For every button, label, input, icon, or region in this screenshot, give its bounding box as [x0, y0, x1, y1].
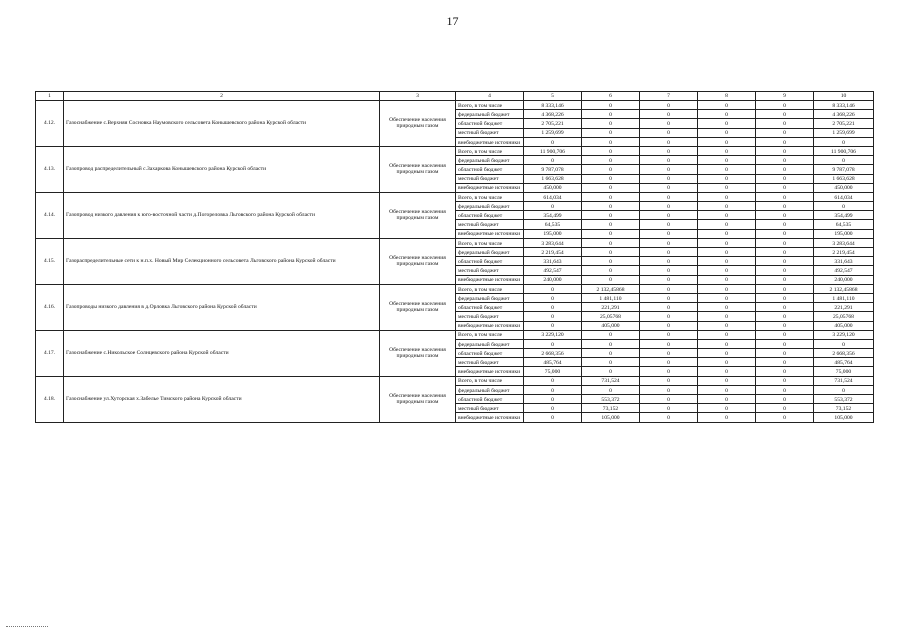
column-number-row [36, 92, 874, 101]
amount-cell: 0 [698, 110, 756, 119]
amount-cell: 0 [698, 385, 756, 394]
column-number: 10 [814, 92, 874, 101]
amount-cell: 0 [640, 101, 698, 110]
amount-cell: 0 [582, 266, 640, 275]
amount-cell: 0 [640, 413, 698, 422]
amount-cell: 240,000 [814, 275, 874, 284]
amount-cell: 0 [756, 303, 814, 312]
amount-cell: 0 [640, 404, 698, 413]
amount-cell: 0 [524, 303, 582, 312]
amount-cell: 105,000 [582, 413, 640, 422]
amount-cell: 0 [640, 367, 698, 376]
funding-source-label: федеральный бюджет [456, 248, 524, 257]
table-row [36, 146, 874, 155]
amount-cell: 0 [640, 183, 698, 192]
column-number: 5 [524, 92, 582, 101]
amount-cell: 25,05768 [814, 312, 874, 321]
amount-cell: 0 [814, 202, 874, 211]
item-code: 4.12. [36, 101, 64, 147]
amount-cell: 0 [640, 321, 698, 330]
amount-cell: 0 [756, 385, 814, 394]
table-row [36, 284, 874, 293]
amount-cell: 75,000 [814, 367, 874, 376]
amount-cell: 0 [756, 229, 814, 238]
amount-cell: 2 705,221 [814, 119, 874, 128]
funding-source-label: внебюджетные источники [456, 229, 524, 238]
amount-cell: 0 [698, 349, 756, 358]
funding-source-label: федеральный бюджет [456, 202, 524, 211]
item-code: 4.16. [36, 284, 64, 330]
amount-cell: 0 [582, 358, 640, 367]
item-code: 4.18. [36, 376, 64, 422]
amount-cell: 0 [582, 165, 640, 174]
funding-source-label: федеральный бюджет [456, 385, 524, 394]
amount-cell: 0 [698, 284, 756, 293]
amount-cell: 450,000 [524, 183, 582, 192]
amount-cell: 1 663,628 [814, 174, 874, 183]
amount-cell: 0 [698, 257, 756, 266]
amount-cell: 1 481,110 [582, 293, 640, 302]
amount-cell: 0 [698, 339, 756, 348]
amount-cell: 485,764 [524, 358, 582, 367]
amount-cell: 0 [640, 192, 698, 201]
amount-cell: 0 [756, 330, 814, 339]
amount-cell: 0 [640, 229, 698, 238]
amount-cell: 0 [698, 293, 756, 302]
amount-cell: 9 787,078 [524, 165, 582, 174]
amount-cell: 73,152 [814, 404, 874, 413]
item-code: 4.17. [36, 330, 64, 376]
amount-cell: 553,372 [582, 395, 640, 404]
funding-source-label: Всего, в том числе [456, 330, 524, 339]
amount-cell: 0 [640, 128, 698, 137]
amount-cell: 0 [582, 349, 640, 358]
footer-divider [6, 626, 48, 627]
funding-source-label: Всего, в том числе [456, 284, 524, 293]
amount-cell: 0 [582, 119, 640, 128]
amount-cell: 0 [756, 220, 814, 229]
funding-source-label: внебюджетные источники [456, 137, 524, 146]
amount-cell: 1 481,110 [814, 293, 874, 302]
amount-cell: 0 [582, 101, 640, 110]
funding-source-label: внебюджетные источники [456, 413, 524, 422]
funding-source-label: местный бюджет [456, 358, 524, 367]
amount-cell: 0 [640, 220, 698, 229]
table-row [36, 192, 874, 201]
funding-source-label: местный бюджет [456, 266, 524, 275]
item-name: Газоснабжение ул.Хуторская х.Забелье Тимского района Курской области [64, 376, 380, 422]
amount-cell: 0 [698, 183, 756, 192]
column-number: 6 [582, 92, 640, 101]
amount-cell: 195,000 [524, 229, 582, 238]
amount-cell: 0 [756, 312, 814, 321]
amount-cell: 0 [582, 330, 640, 339]
amount-cell: 0 [698, 413, 756, 422]
amount-cell: 8 333,146 [814, 101, 874, 110]
amount-cell: 4 368,226 [524, 110, 582, 119]
amount-cell: 0 [756, 257, 814, 266]
amount-cell: 0 [698, 376, 756, 385]
item-purpose: Обеспечение населения природным газом [380, 101, 456, 147]
amount-cell: 0 [698, 192, 756, 201]
amount-cell: 9 787,078 [814, 165, 874, 174]
amount-cell: 0 [756, 367, 814, 376]
amount-cell: 0 [524, 202, 582, 211]
funding-source-label: внебюджетные источники [456, 275, 524, 284]
item-purpose: Обеспечение населения природным газом [380, 238, 456, 284]
amount-cell: 0 [582, 156, 640, 165]
funding-source-label: внебюджетные источники [456, 321, 524, 330]
amount-cell: 0 [640, 266, 698, 275]
amount-cell: 0 [756, 165, 814, 174]
amount-cell: 0 [582, 137, 640, 146]
funding-source-label: федеральный бюджет [456, 156, 524, 165]
amount-cell: 2 132,45868 [814, 284, 874, 293]
amount-cell: 8 333,146 [524, 101, 582, 110]
amount-cell: 0 [640, 339, 698, 348]
amount-cell: 0 [640, 293, 698, 302]
amount-cell: 331,643 [814, 257, 874, 266]
amount-cell: 0 [814, 385, 874, 394]
funding-source-label: внебюджетные источники [456, 183, 524, 192]
amount-cell: 0 [698, 404, 756, 413]
amount-cell: 0 [698, 275, 756, 284]
amount-cell: 0 [640, 137, 698, 146]
amount-cell: 485,764 [814, 358, 874, 367]
amount-cell: 0 [756, 146, 814, 155]
amount-cell: 0 [640, 275, 698, 284]
amount-cell: 3 283,644 [524, 238, 582, 247]
funding-source-label: Всего, в том числе [456, 146, 524, 155]
amount-cell: 492,547 [524, 266, 582, 275]
amount-cell: 0 [756, 413, 814, 422]
amount-cell: 0 [756, 238, 814, 247]
amount-cell: 64,535 [524, 220, 582, 229]
amount-cell: 0 [698, 202, 756, 211]
amount-cell: 0 [640, 330, 698, 339]
amount-cell: 0 [756, 202, 814, 211]
item-code: 4.15. [36, 238, 64, 284]
amount-cell: 0 [698, 220, 756, 229]
funding-source-label: областной бюджет [456, 257, 524, 266]
funding-source-label: местный бюджет [456, 220, 524, 229]
amount-cell: 0 [756, 119, 814, 128]
table-row [36, 376, 874, 385]
amount-cell: 0 [756, 404, 814, 413]
funding-source-label: областной бюджет [456, 211, 524, 220]
column-number: 9 [756, 92, 814, 101]
amount-cell: 0 [640, 395, 698, 404]
item-name: Газоснабжение с.Никольское Солнцевского района Курской области [64, 330, 380, 376]
amount-cell: 2 668,356 [814, 349, 874, 358]
amount-cell: 0 [582, 146, 640, 155]
amount-cell: 0 [698, 395, 756, 404]
amount-cell: 0 [640, 211, 698, 220]
funding-source-label: местный бюджет [456, 404, 524, 413]
amount-cell: 0 [582, 192, 640, 201]
item-name: Газопроводы низкого давления в д.Орловка Льговского района Курской области [64, 284, 380, 330]
amount-cell: 0 [756, 248, 814, 257]
amount-cell: 0 [756, 293, 814, 302]
amount-cell: 0 [524, 312, 582, 321]
amount-cell: 0 [756, 349, 814, 358]
amount-cell: 64,535 [814, 220, 874, 229]
amount-cell: 0 [698, 266, 756, 275]
amount-cell: 0 [698, 312, 756, 321]
amount-cell: 221,291 [582, 303, 640, 312]
amount-cell: 0 [524, 385, 582, 394]
amount-cell: 0 [698, 238, 756, 247]
amount-cell: 0 [756, 137, 814, 146]
amount-cell: 731,524 [814, 376, 874, 385]
amount-cell: 0 [814, 339, 874, 348]
amount-cell: 614,034 [814, 192, 874, 201]
amount-cell: 553,372 [814, 395, 874, 404]
amount-cell: 25,05768 [582, 312, 640, 321]
amount-cell: 0 [582, 229, 640, 238]
amount-cell: 0 [756, 192, 814, 201]
amount-cell: 0 [756, 266, 814, 275]
funding-source-label: областной бюджет [456, 119, 524, 128]
amount-cell: 0 [582, 202, 640, 211]
amount-cell: 0 [640, 385, 698, 394]
amount-cell: 405,000 [582, 321, 640, 330]
funding-source-label: Всего, в том числе [456, 101, 524, 110]
amount-cell: 0 [640, 358, 698, 367]
amount-cell: 3 229,120 [524, 330, 582, 339]
amount-cell: 1 663,628 [524, 174, 582, 183]
amount-cell: 0 [582, 128, 640, 137]
amount-cell: 2 668,356 [524, 349, 582, 358]
amount-cell: 240,000 [524, 275, 582, 284]
amount-cell: 0 [698, 119, 756, 128]
amount-cell: 0 [756, 376, 814, 385]
amount-cell: 0 [524, 137, 582, 146]
amount-cell: 0 [698, 137, 756, 146]
item-purpose: Обеспечение населения природным газом [380, 146, 456, 192]
funding-source-label: Всего, в том числе [456, 192, 524, 201]
column-number: 3 [380, 92, 456, 101]
item-purpose: Обеспечение населения природным газом [380, 192, 456, 238]
funding-source-label: областной бюджет [456, 165, 524, 174]
amount-cell: 0 [640, 119, 698, 128]
amount-cell: 0 [698, 358, 756, 367]
funding-source-label: федеральный бюджет [456, 339, 524, 348]
amount-cell: 354,499 [524, 211, 582, 220]
table-row [36, 101, 874, 110]
amount-cell: 0 [756, 339, 814, 348]
amount-cell: 1 259,699 [524, 128, 582, 137]
amount-cell: 0 [698, 156, 756, 165]
page-number: 17 [446, 14, 459, 28]
funding-source-label: внебюджетные источники [456, 367, 524, 376]
amount-cell: 0 [698, 303, 756, 312]
amount-cell: 0 [698, 229, 756, 238]
amount-cell: 0 [524, 404, 582, 413]
amount-cell: 0 [756, 128, 814, 137]
amount-cell: 0 [582, 339, 640, 348]
amount-cell: 0 [640, 376, 698, 385]
table-body [36, 92, 874, 423]
amount-cell: 2 219,454 [524, 248, 582, 257]
funding-source-label: Всего, в том числе [456, 376, 524, 385]
funding-source-label: Всего, в том числе [456, 238, 524, 247]
amount-cell: 11 900,706 [814, 146, 874, 155]
column-number: 1 [36, 92, 64, 101]
funding-source-label: областной бюджет [456, 349, 524, 358]
amount-cell: 75,000 [524, 367, 582, 376]
amount-cell: 0 [524, 413, 582, 422]
amount-cell: 0 [582, 211, 640, 220]
amount-cell: 0 [582, 275, 640, 284]
amount-cell: 354,499 [814, 211, 874, 220]
amount-cell: 0 [640, 146, 698, 155]
item-code: 4.14. [36, 192, 64, 238]
amount-cell: 0 [640, 284, 698, 293]
item-purpose: Обеспечение населения природным газом [380, 284, 456, 330]
item-name: Газораспределительные сети к н.п.х. Новый Мир Селекционного сельсовета Льговского района Курской области [64, 238, 380, 284]
item-name: Газоснабжение с.Верхняя Сосновка Наумовского сельсовета Конышевского района Курской области [64, 101, 380, 147]
amount-cell: 0 [524, 284, 582, 293]
amount-cell: 0 [524, 156, 582, 165]
amount-cell: 0 [582, 174, 640, 183]
column-number: 7 [640, 92, 698, 101]
item-code: 4.13. [36, 146, 64, 192]
amount-cell: 0 [698, 128, 756, 137]
amount-cell: 0 [640, 312, 698, 321]
amount-cell: 0 [640, 110, 698, 119]
amount-cell: 0 [524, 321, 582, 330]
amount-cell: 221,291 [814, 303, 874, 312]
amount-cell: 0 [640, 156, 698, 165]
column-number: 8 [698, 92, 756, 101]
amount-cell: 0 [640, 303, 698, 312]
column-number: 2 [64, 92, 380, 101]
amount-cell: 405,000 [814, 321, 874, 330]
amount-cell: 0 [582, 220, 640, 229]
amount-cell: 731,524 [582, 376, 640, 385]
amount-cell: 11 900,706 [524, 146, 582, 155]
column-number: 4 [456, 92, 524, 101]
amount-cell: 3 229,120 [814, 330, 874, 339]
amount-cell: 0 [756, 395, 814, 404]
amount-cell: 0 [582, 183, 640, 192]
table-row [36, 330, 874, 339]
amount-cell: 4 368,226 [814, 110, 874, 119]
amount-cell: 0 [756, 101, 814, 110]
amount-cell: 1 259,699 [814, 128, 874, 137]
amount-cell: 0 [698, 330, 756, 339]
funding-source-label: федеральный бюджет [456, 110, 524, 119]
item-name: Газопровод распределительный с.Захаркова Конышевского района Курской области [64, 146, 380, 192]
amount-cell: 0 [640, 257, 698, 266]
amount-cell: 450,000 [814, 183, 874, 192]
amount-cell: 0 [756, 183, 814, 192]
amount-cell: 0 [582, 110, 640, 119]
funding-source-label: областной бюджет [456, 395, 524, 404]
amount-cell: 0 [640, 248, 698, 257]
amount-cell: 0 [524, 376, 582, 385]
amount-cell: 2 132,45868 [582, 284, 640, 293]
budget-table [35, 91, 874, 423]
amount-cell: 0 [756, 156, 814, 165]
amount-cell: 0 [640, 174, 698, 183]
funding-source-label: местный бюджет [456, 174, 524, 183]
item-purpose: Обеспечение населения природным газом [380, 376, 456, 422]
amount-cell: 492,547 [814, 266, 874, 275]
amount-cell: 73,152 [582, 404, 640, 413]
amount-cell: 0 [582, 385, 640, 394]
amount-cell: 0 [756, 358, 814, 367]
amount-cell: 0 [814, 137, 874, 146]
amount-cell: 614,034 [524, 192, 582, 201]
amount-cell: 2 219,454 [814, 248, 874, 257]
amount-cell: 0 [698, 101, 756, 110]
amount-cell: 0 [756, 211, 814, 220]
amount-cell: 0 [524, 339, 582, 348]
table-row [36, 238, 874, 247]
amount-cell: 0 [756, 275, 814, 284]
funding-source-label: областной бюджет [456, 303, 524, 312]
amount-cell: 2 705,221 [524, 119, 582, 128]
amount-cell: 0 [698, 146, 756, 155]
amount-cell: 0 [698, 165, 756, 174]
item-name: Газопровод низкого давления к юго-восточной части д.Погореловка Льговского района Курской области [64, 192, 380, 238]
amount-cell: 0 [698, 174, 756, 183]
amount-cell: 331,643 [524, 257, 582, 266]
amount-cell: 0 [524, 293, 582, 302]
amount-cell: 0 [640, 202, 698, 211]
amount-cell: 0 [698, 211, 756, 220]
item-purpose: Обеспечение населения природным газом [380, 330, 456, 376]
amount-cell: 0 [582, 367, 640, 376]
amount-cell: 0 [814, 156, 874, 165]
amount-cell: 0 [698, 367, 756, 376]
amount-cell: 0 [698, 248, 756, 257]
amount-cell: 0 [582, 257, 640, 266]
amount-cell: 0 [640, 349, 698, 358]
funding-source-label: местный бюджет [456, 312, 524, 321]
amount-cell: 0 [640, 238, 698, 247]
amount-cell: 195,000 [814, 229, 874, 238]
amount-cell: 0 [640, 165, 698, 174]
amount-cell: 0 [756, 321, 814, 330]
funding-source-label: федеральный бюджет [456, 293, 524, 302]
funding-source-label: местный бюджет [456, 128, 524, 137]
amount-cell: 0 [582, 248, 640, 257]
amount-cell: 0 [756, 110, 814, 119]
amount-cell: 0 [756, 174, 814, 183]
amount-cell: 0 [524, 395, 582, 404]
amount-cell: 0 [582, 238, 640, 247]
amount-cell: 3 283,644 [814, 238, 874, 247]
amount-cell: 105,000 [814, 413, 874, 422]
amount-cell: 0 [756, 284, 814, 293]
amount-cell: 0 [698, 321, 756, 330]
